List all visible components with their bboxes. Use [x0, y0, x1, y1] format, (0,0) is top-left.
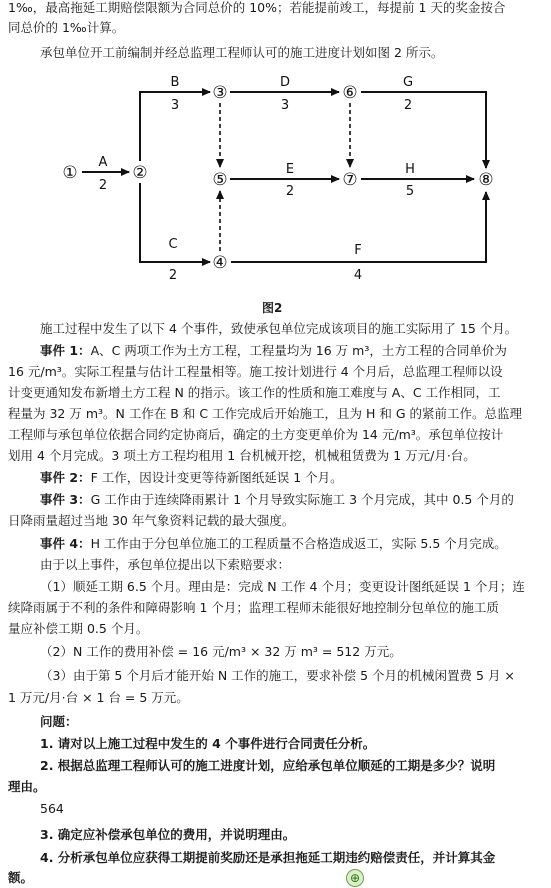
event-2-line	[40, 468, 545, 488]
text-line: 同总价的 1‰计算。	[8, 20, 125, 35]
activity-e-name: E	[285, 162, 295, 177]
event-3-label: 事件 3：	[40, 492, 91, 507]
text-line: 由于以上事件，承包单位提出以下索赔要求：	[40, 557, 291, 572]
text-line: （1）顺延工期 6.5 个月。理由是：完成 N 工作 4 个月；变更设计图纸延误 1 个月；连	[40, 579, 525, 594]
event-3-text: G 工作由于连续降雨累计 1 个月导致实际施工 3 个月完成，其中 0.5 个月的	[90, 492, 514, 507]
event-3-line	[40, 490, 545, 510]
event-2-text: F 工作，因设计变更等待新图纸延误 1 个月。	[90, 470, 343, 485]
figure-caption: 图2	[262, 301, 283, 315]
arrow-g	[361, 92, 486, 168]
event-4-line	[40, 534, 545, 554]
text-line: 1‰，最高拖延工期赔偿限额为合同总价的 10%；若能提前竣工，每提前 1 天的奖金按合	[8, 0, 506, 15]
text-line: 续降雨属于不利的条件和障碍影响 1 个月；监理工程师未能很好地控制分包单位的施工质	[8, 600, 499, 615]
text-line: 划用 4 个月完成。3 项土方工程均租用 1 台机械开挖，机械租赁费为 1 万元/月·台。	[8, 448, 476, 463]
event-1-text: A、C 两项工作为土方工程，工程量均为 16 万 m³，土方工程的合同单价为	[90, 343, 507, 358]
node-3: ③	[212, 83, 228, 103]
activity-a-name: A	[98, 155, 108, 170]
node-1: ①	[62, 163, 78, 183]
question-3: 3. 确定应补偿承包单位的费用，并说明理由。	[40, 827, 296, 842]
activity-f-duration: 4	[353, 268, 363, 283]
text-line: 施工过程中发生了以下 4 个事件，致使承包单位完成该项目的施工实际用了 15 个月。	[40, 321, 518, 336]
activity-a-duration: 2	[98, 178, 108, 193]
activity-f-name: F	[354, 243, 362, 258]
question-2-cont: 理由。	[8, 779, 46, 794]
page-number: 564	[40, 801, 64, 816]
text-line: （3）由于第 5 个月后才能开始 N 工作的施工，要求补偿 5 个月的机械闲置费 5 月 ×	[40, 668, 515, 683]
text-line: （2）N 工作的费用补偿 = 16 元/m³ × 32 万 m³ = 512 万元。	[40, 644, 402, 659]
node-5: ⑤	[212, 170, 228, 190]
text-line: 工程师与承包单位依据合同约定协商后，确定的土方变更单价为 14 元/m³。承包单位按计	[8, 427, 504, 442]
activity-d-name: D	[279, 75, 291, 90]
text-line: 计变更通知发布新增土方工程 N 的指示。该工作的性质和施工难度与 A、C 工作相同，工	[8, 385, 501, 400]
node-2: ②	[132, 163, 148, 183]
node-8: ⑧	[478, 170, 494, 190]
activity-b-duration: 3	[170, 98, 180, 113]
questions-title: 问题：	[40, 714, 78, 729]
question-2: 2. 根据总监理工程师认可的施工进度计划，应给承包单位顺延的工期是多少？说明	[40, 758, 496, 773]
event-2-label: 事件 2：	[40, 470, 91, 485]
text-line: 日降雨量超过当地 30 年气象资料记载的最大强度。	[8, 513, 295, 528]
question-4-cont: 额。	[8, 870, 34, 885]
node-6: ⑥	[342, 83, 358, 103]
activity-b-name: B	[170, 75, 180, 90]
text-line: 1 万元/月·台 × 1 台 = 5 万元。	[8, 690, 189, 705]
zoom-in-icon[interactable]: ⊕	[346, 869, 364, 887]
activity-d-duration: 3	[280, 98, 290, 113]
network-diagram	[40, 72, 530, 300]
event-1-label: 事件 1：	[40, 343, 91, 358]
event-4-label: 事件 4：	[40, 536, 91, 551]
activity-h-name: H	[405, 162, 415, 177]
activity-c-duration: 2	[168, 268, 178, 283]
text-line: 程量为 32 万 m³。N 工作在 B 和 C 工作完成后开始施工，且为 H 和 G 的紧前工作。总监理	[8, 406, 523, 421]
text-line: 量应补偿工期 0.5 个月。	[8, 621, 149, 636]
event-1-line	[40, 341, 545, 361]
question-1: 1. 请对以上施工过程中发生的 4 个事件进行合同责任分析。	[40, 736, 376, 751]
node-4: ④	[212, 253, 228, 273]
activity-g-name: G	[402, 75, 414, 90]
activity-c-name: C	[168, 237, 178, 252]
event-4-text: H 工作由于分包单位施工的工程质量不合格造成返工，实际 5.5 个月完成。	[90, 536, 507, 551]
text-line: 16 元/m³。实际工程量与估计工程量相等。施工按计划进行 4 个月后，总监理工程师以设	[8, 364, 503, 379]
question-4: 4. 分析承包单位应获得工期提前奖励还是承担拖延工期违约赔偿责任，并计算其金	[40, 850, 496, 865]
node-7: ⑦	[342, 170, 358, 190]
text-line: 承包单位开工前编制并经总监理工程师认可的施工进度计划如图 2 所示。	[40, 45, 444, 60]
activity-g-duration: 2	[403, 98, 413, 113]
activity-h-duration: 5	[405, 184, 415, 199]
activity-e-duration: 2	[285, 184, 295, 199]
